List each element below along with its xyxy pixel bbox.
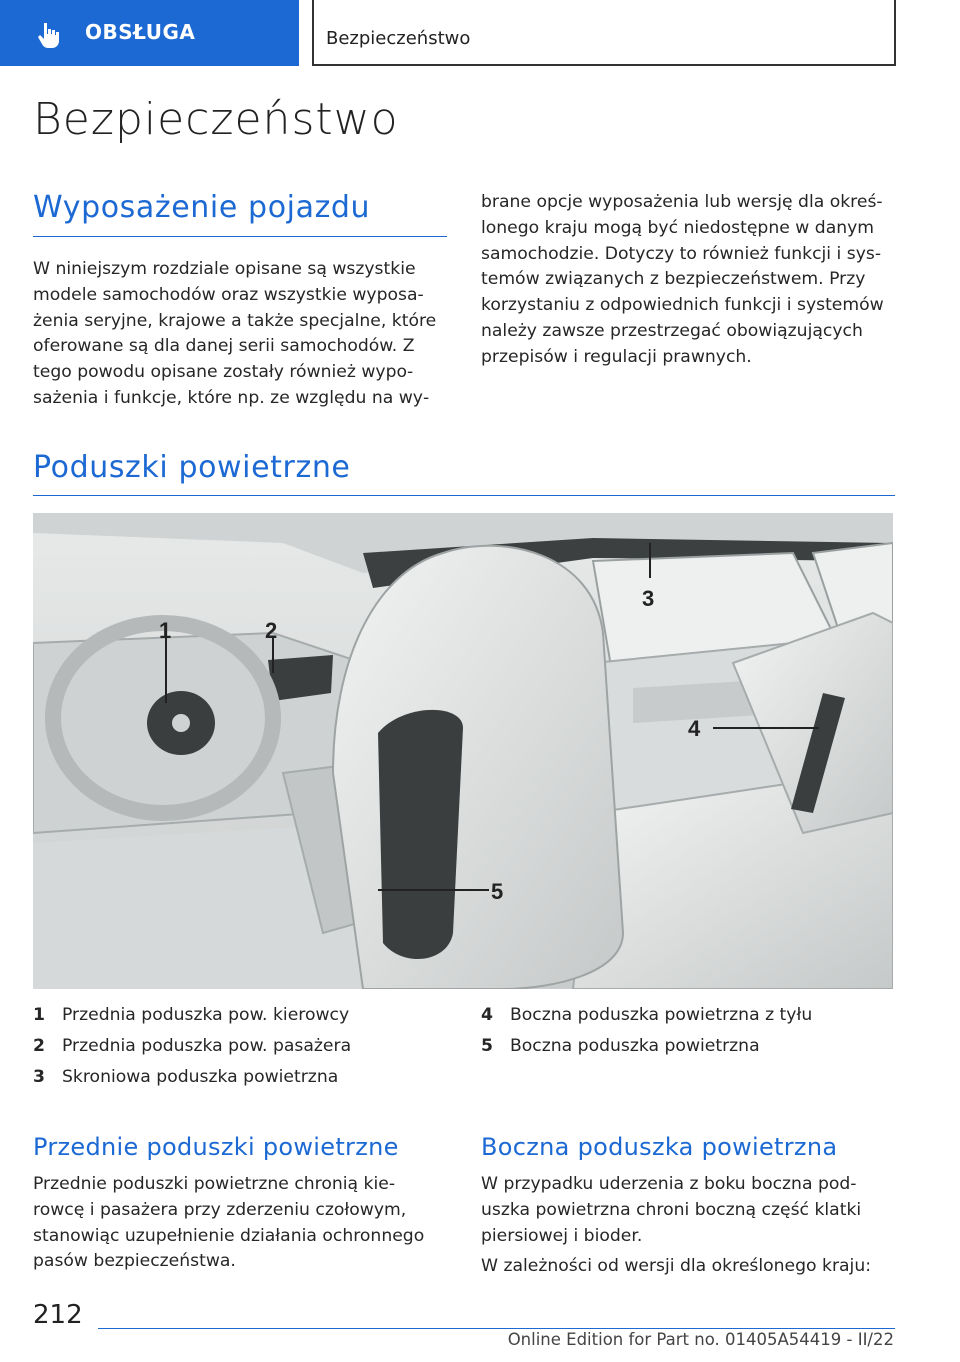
equipment-text-col2 — [481, 190, 884, 371]
legend-text: Przednia poduszka pow. pasażera — [62, 1036, 352, 1056]
text-line: tego powodu opisane zostały również wypo‐ — [33, 362, 414, 383]
text-line: temów związanych z bezpieczeństwem. Przy — [481, 269, 866, 290]
callout-4: 4 — [688, 716, 701, 741]
callout-5: 5 — [491, 879, 504, 904]
text-line: brane opcje wyposażenia lub wersję dla okreś‐ — [481, 192, 883, 212]
text-line: korzystaniu z odpowiednich funkcji i systemów — [481, 295, 884, 316]
text-line: stanowiąc uzupełnienie działania ochronnego — [33, 1225, 425, 1246]
page-title: Bezpieczeństwo — [33, 94, 399, 145]
legend-item — [481, 1033, 812, 1064]
footer-rule — [98, 1328, 895, 1329]
footer-edition: Online Edition for Part no. 01405A54419 - II/22 — [507, 1330, 894, 1349]
text-line: samochodzie. Dotyczy to również funkcji i sys‐ — [481, 243, 882, 264]
legend-text: Przednia poduszka pow. kierowcy — [62, 1005, 350, 1025]
legend-item — [33, 1002, 351, 1033]
subheading-side-airbag: Boczna poduszka powietrzna — [481, 1133, 838, 1161]
text-line: uszka powietrzna chroni boczną część klatki — [481, 1199, 862, 1220]
text-line: sażenia i funkcje, które np. ze względu na wy‐ — [33, 387, 430, 408]
subheading-front-airbags: Przednie poduszki powietrzne — [33, 1133, 399, 1161]
callout-3: 3 — [642, 586, 655, 611]
section-rule — [33, 495, 895, 496]
text-line: lonego kraju mogą być niedostępne w danym — [481, 217, 875, 238]
text-line: piersiowej i bioder. — [481, 1225, 643, 1246]
hand-icon — [34, 20, 64, 50]
legend-number: 1 — [33, 1005, 45, 1025]
text-line: należy zawsze przestrzegać obowiązujących — [481, 320, 863, 341]
text-line: pasów bezpieczeństwa. — [33, 1251, 236, 1272]
front-airbags-text — [33, 1172, 424, 1275]
section-label: OBSŁUGA — [85, 20, 196, 44]
page-number: 212 — [33, 1300, 83, 1330]
legend-number: 3 — [33, 1067, 45, 1087]
breadcrumb-label: Bezpieczeństwo — [326, 28, 471, 49]
text-line: W niniejszym rozdziale opisane są wszystkie — [33, 259, 416, 279]
side-airbag-text — [481, 1172, 861, 1249]
callout-2: 2 — [265, 618, 278, 643]
text-line: rowcę i pasażera przy zderzeniu czołowym, — [33, 1199, 407, 1220]
legend-item — [33, 1033, 351, 1064]
legend-text: Boczna poduszka powietrzna — [510, 1036, 760, 1056]
text-line: oferowane są dla danej serii samochodów. Z — [33, 336, 415, 357]
section-heading-equipment: Wyposażenie pojazdu — [33, 190, 371, 225]
text-line: modele samochodów oraz wszystkie wyposa‐ — [33, 284, 424, 305]
airbag-illustration — [33, 513, 893, 989]
legend-text: Boczna poduszka powietrzna z tyłu — [510, 1005, 813, 1025]
text-line: Przednie poduszki powietrzne chronią kie‐ — [33, 1174, 396, 1194]
legend-number: 5 — [481, 1036, 493, 1056]
legend-item — [33, 1064, 351, 1095]
text-line: przepisów i regulacji prawnych. — [481, 346, 752, 367]
legend-item — [481, 1002, 812, 1033]
section-rule — [33, 236, 447, 237]
callout-1: 1 — [159, 618, 172, 643]
section-tab[interactable] — [0, 0, 299, 66]
legend-number: 4 — [481, 1005, 493, 1025]
legend-left — [33, 1002, 351, 1095]
legend-right — [481, 1002, 812, 1064]
text-line: W przypadku uderzenia z boku boczna pod‐ — [481, 1174, 857, 1194]
legend-text: Skroniowa poduszka powietrzna — [62, 1067, 339, 1087]
legend-number: 2 — [33, 1036, 45, 1056]
side-airbag-country-note: W zależności od wersji dla określonego kraju: — [481, 1256, 872, 1276]
text-line: żenia seryjne, krajowe a także specjalne, które — [33, 310, 437, 331]
breadcrumb — [312, 0, 896, 66]
equipment-text-col1 — [33, 257, 436, 412]
section-heading-airbags: Poduszki powietrzne — [33, 450, 351, 485]
